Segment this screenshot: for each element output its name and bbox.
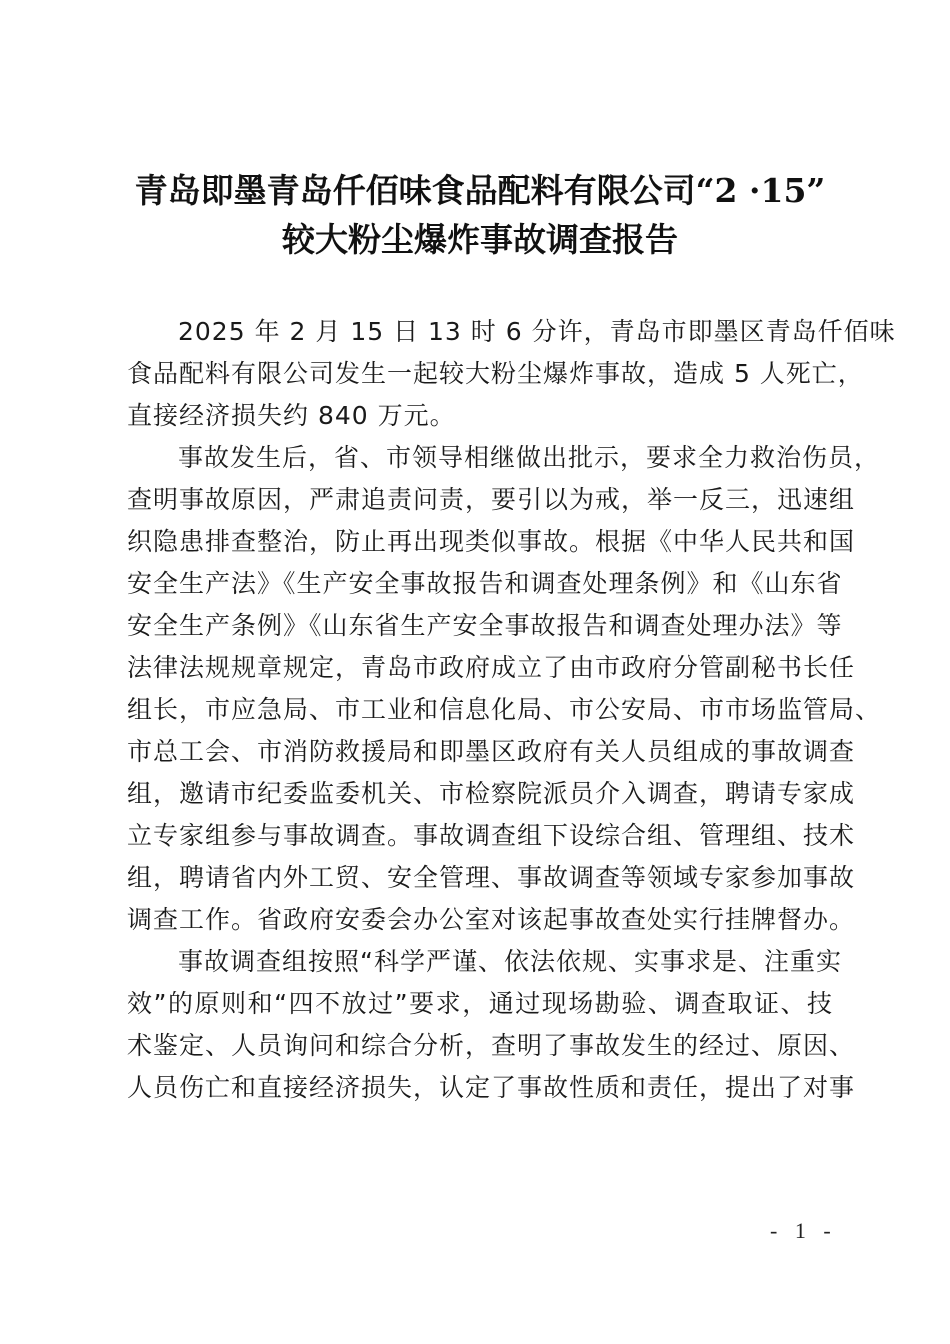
text-line: 组长，市应急局、市工业和信息化局、市公安局、市市场监管局、 — [127, 695, 882, 724]
report-body — [127, 311, 896, 1109]
report-title-line-2: 较大粉尘爆炸事故调查报告 — [282, 220, 678, 259]
text-line: 组，聘请省内外工贸、安全管理、事故调查等领域专家参加事故 — [127, 863, 856, 892]
paragraph-summary — [127, 311, 896, 437]
text-line: 立专家组参与事故调查。事故调查组下设综合组、管理组、技术 — [127, 821, 856, 850]
text-line: 组，邀请市纪委监委机关、市检察院派员介入调查，聘请专家成 — [127, 779, 856, 808]
text-line: 事故发生后，省、市领导相继做出批示，要求全力救治伤员， — [178, 443, 881, 472]
page-number: - 1 - — [770, 1218, 837, 1243]
text-line: 效”的原则和“四不放过”要求，通过现场勘验、调查取证、技 — [127, 989, 833, 1018]
text-line: 安全生产法》《生产安全事故报告和调查处理条例》和《山东省 — [127, 569, 843, 598]
text-line: 安全生产条例》《山东省生产安全事故报告和调查处理办法》等 — [127, 611, 843, 640]
text-line: 人员伤亡和直接经济损失，认定了事故性质和责任，提出了对事 — [127, 1073, 856, 1102]
text-line: 术鉴定、人员询问和综合分析，查明了事故发生的经过、原因、 — [127, 1031, 856, 1060]
text-line: 查明事故原因，严肃追责问责，要引以为戒，举一反三，迅速组 — [127, 485, 856, 514]
text-line: 织隐患排查整治，防止再出现类似事故。根据《中华人民共和国 — [127, 527, 856, 556]
text-line: 食品配料有限公司发生一起较大粉尘爆炸事故，造成 5 人死亡， — [127, 359, 864, 388]
text-line: 市总工会、市消防救援局和即墨区政府有关人员组成的事故调查 — [127, 737, 856, 766]
text-line: 直接经济损失约 840 万元。 — [127, 401, 456, 430]
text-line: 法律法规规章规定，青岛市政府成立了由市政府分管副秘书长任 — [127, 653, 856, 682]
text-line: 调查工作。省政府安委会办公室对该起事故查处实行挂牌督办。 — [127, 905, 856, 934]
paragraph-investigation-setup — [127, 437, 882, 941]
text-line: 事故调查组按照“科学严谨、依法依规、实事求是、注重实 — [178, 947, 842, 976]
text-line: 2025 年 2 月 15 日 13 时 6 分许，青岛市即墨区青岛仟佰味 — [178, 317, 896, 346]
paragraph-investigation-principles — [127, 941, 856, 1109]
report-title-line-1: 青岛即墨青岛仟佰味食品配料有限公司“2 ·15” — [134, 171, 826, 210]
